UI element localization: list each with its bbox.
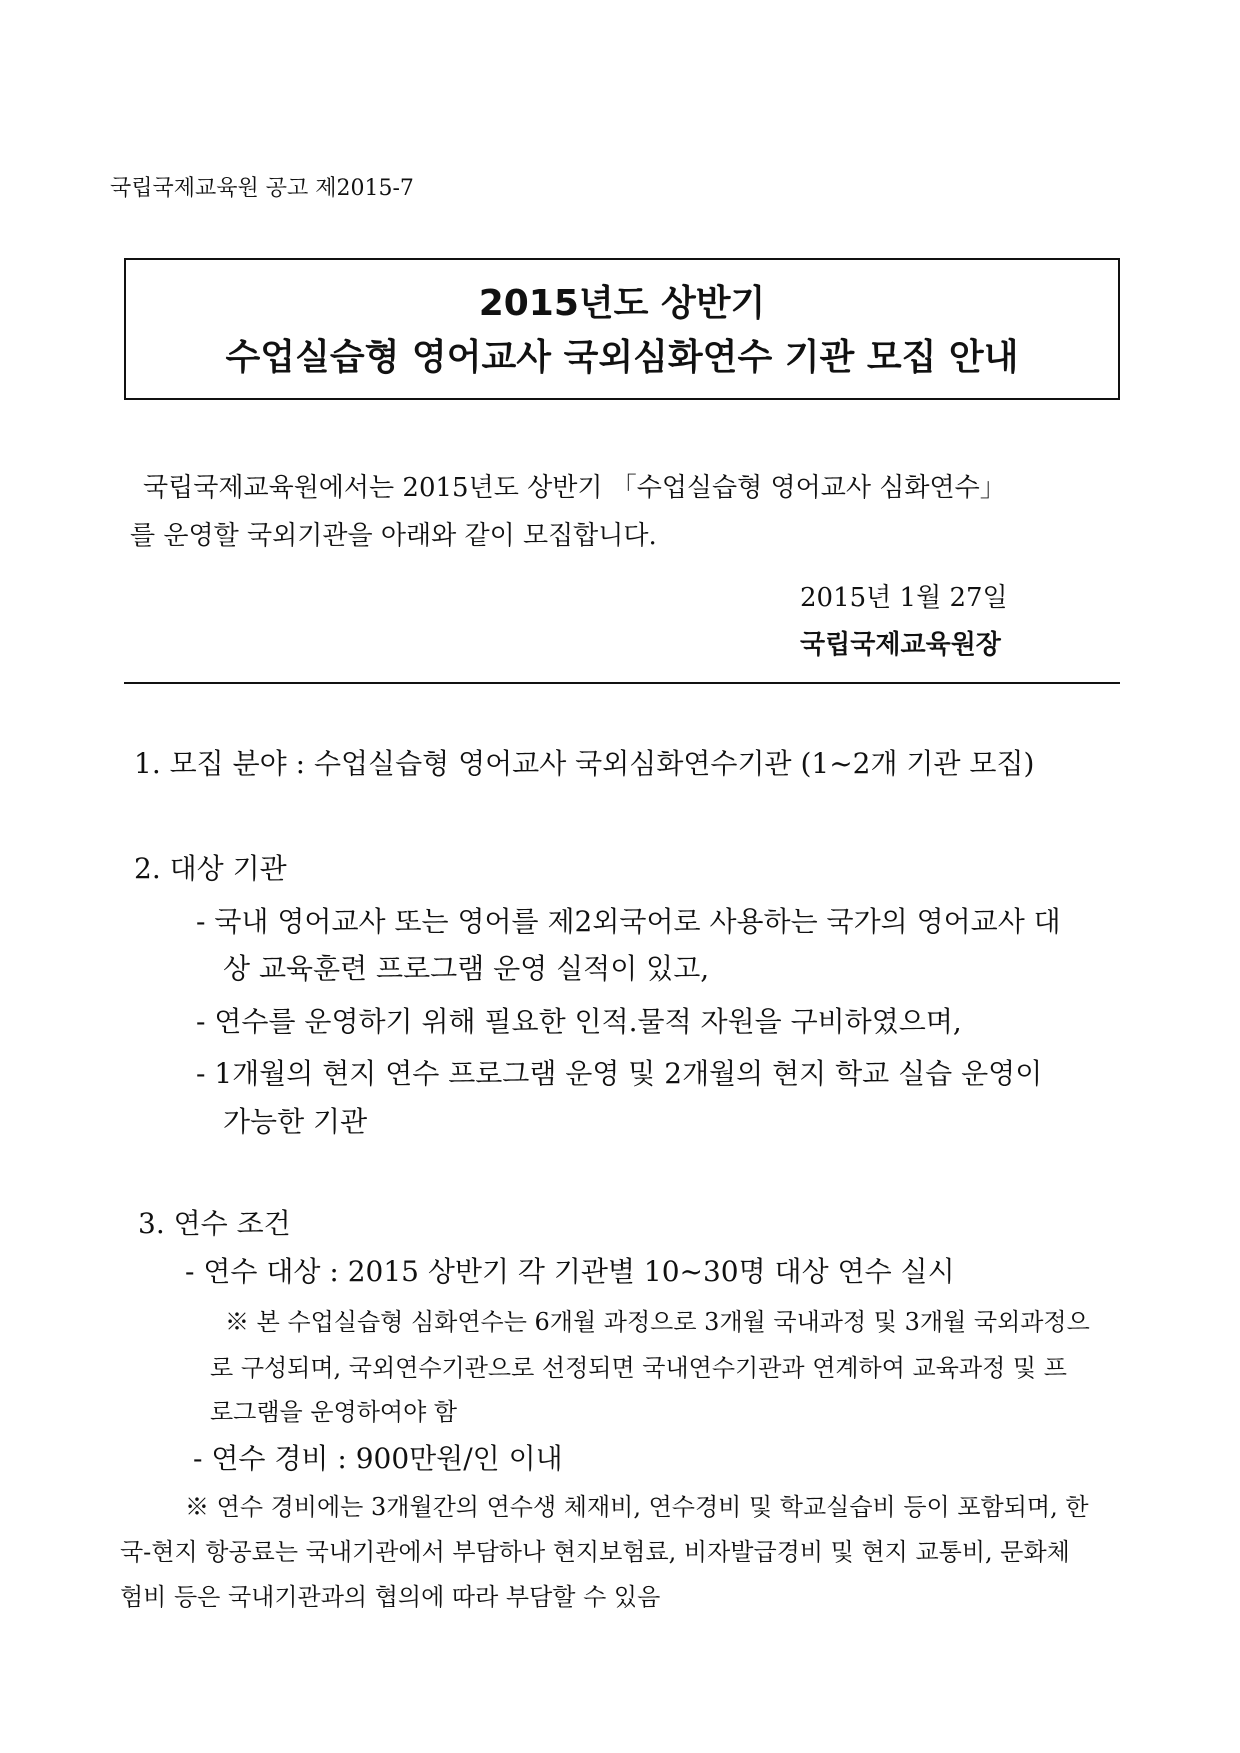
section-2-item-3-line-2: 가능한 기관: [223, 1105, 368, 1138]
section-2-heading: 2. 대상 기관: [134, 852, 287, 885]
section-3-note-2-line-2: 국-현지 항공료는 국내기관에서 부담하나 현지보험료, 비자발급경비 및 현지 교통비, 문화체: [120, 1538, 1070, 1566]
section-2-item-1-line-2: 상 교육훈련 프로그램 운영 실적이 있고,: [223, 952, 710, 985]
issuer-name: 국립국제교육원장: [800, 630, 1001, 660]
section-3-note-2-line-3: 험비 등은 국내기관과의 협의에 따라 부담할 수 있음: [120, 1583, 661, 1611]
announcement-date: 2015년 1월 27일: [800, 583, 1008, 613]
divider-line: [124, 682, 1120, 684]
section-2-item-1-line-1: - 국내 영어교사 또는 영어를 제2외국어로 사용하는 국가의 영어교사 대: [196, 905, 1061, 938]
title-line-2: 수업실습형 영어교사 국외심화연수 기관 모집 안내: [225, 337, 1019, 378]
section-3-note-1-line-3: 로그램을 운영하여야 함: [210, 1398, 458, 1426]
notice-number: 국립국제교육원 공고 제2015-7: [110, 176, 414, 201]
section-2-item-3-line-1: - 1개월의 현지 연수 프로그램 운영 및 2개월의 현지 학교 실습 운영이: [196, 1057, 1043, 1090]
section-3-note-1-line-2: 로 구성되며, 국외연수기관으로 선정되면 국내연수기관과 연계하여 교육과정 및 프: [210, 1354, 1067, 1382]
section-3-note-2-line-1: ※ 연수 경비에는 3개월간의 연수생 체재비, 연수경비 및 학교실습비 등이 포함되며, 한: [185, 1493, 1089, 1521]
section-3-training-target: - 연수 대상 : 2015 상반기 각 기관별 10~30명 대상 연수 실시: [185, 1255, 955, 1288]
intro-line-1: 국립국제교육원에서는 2015년도 상반기 「수업실습형 영어교사 심화연수」: [143, 473, 1006, 503]
section-3-note-1-line-1: ※ 본 수업실습형 심화연수는 6개월 과정으로 3개월 국내과정 및 3개월 국외과정으: [225, 1308, 1090, 1336]
title-box: [124, 258, 1120, 400]
title-line-1: 2015년도 상반기: [478, 283, 766, 324]
section-1-recruitment-field: 1. 모집 분야 : 수업실습형 영어교사 국외심화연수기관 (1~2개 기관 모집): [134, 747, 1035, 780]
section-2-item-2: - 연수를 운영하기 위해 필요한 인적.물적 자원을 구비하였으며,: [196, 1005, 962, 1038]
section-3-heading: 3. 연수 조건: [138, 1207, 291, 1240]
section-3-training-cost: - 연수 경비 : 900만원/인 이내: [193, 1442, 563, 1475]
intro-line-2: 를 운영할 국외기관을 아래와 같이 모집합니다.: [130, 521, 657, 551]
